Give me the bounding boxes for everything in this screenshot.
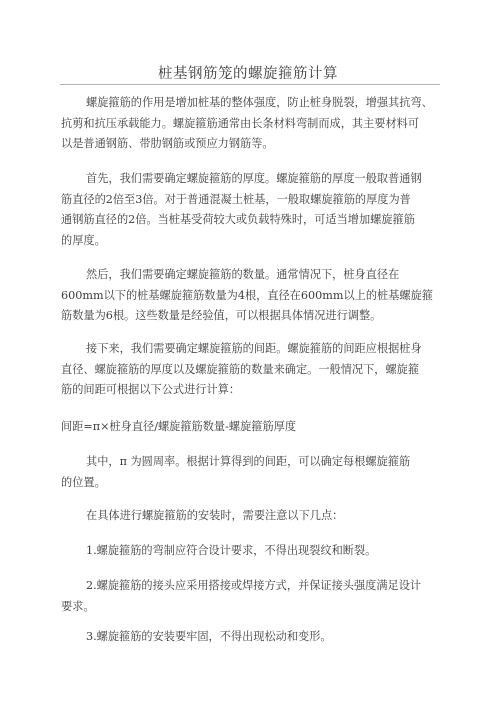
text-line: 筋数量为6根。这些数量是经验值，可以根据具体情况进行调整。 bbox=[61, 309, 382, 322]
paragraph-pi-note bbox=[61, 452, 451, 493]
list-item-1 bbox=[61, 541, 451, 562]
text-line: 螺旋箍筋的作用是增加桩基的整体强度，防止桩身脱裂，增强其抗弯、 bbox=[86, 96, 433, 109]
text-line: 筋的间距可根据以下公式进行计算： bbox=[61, 383, 241, 396]
formula-line bbox=[61, 417, 451, 438]
text-line: 在具体进行螺旋箍筋的安装时，需要注意以下几点： bbox=[86, 509, 344, 522]
text-line: 筋直径的2倍至3倍。对于普通混凝土桩基，一般取螺旋箍筋的厚度为普 bbox=[61, 192, 411, 206]
text-line: 首先，我们需要确定螺旋箍筋的厚度。螺旋箍筋的厚度一般取普通钢 bbox=[86, 172, 422, 185]
title-divider bbox=[60, 84, 440, 85]
text-line: 直径、螺旋箍筋的厚度以及螺旋箍筋的数量来确定。一般情况下，螺旋箍 bbox=[61, 362, 420, 376]
paragraph-install-intro bbox=[61, 506, 451, 527]
formula-text: 间距=π×桩身直径/螺旋箍筋数量-螺旋箍筋厚度 bbox=[61, 420, 297, 433]
list-item-3 bbox=[61, 627, 451, 648]
text-line: 的位置。 bbox=[61, 475, 106, 489]
document-title: 桩基钢筋笼的螺旋箍筋计算 bbox=[158, 66, 338, 82]
text-line: 的厚度。 bbox=[61, 233, 106, 247]
text-line: 通钢筋直径的2倍。当桩基受荷较大或负载特殊时，可适当增加螺旋箍筋 bbox=[61, 213, 415, 226]
list-item-2 bbox=[61, 576, 451, 617]
text-line: 600mm以下的桩基螺旋箍筋数量为4根，直径在600mm以上的桩基螺旋箍 bbox=[61, 288, 433, 302]
text-line: 要求。 bbox=[61, 599, 95, 613]
text-line: 1.螺旋箍筋的弯制应符合设计要求，不得出现裂纹和断裂。 bbox=[86, 544, 377, 557]
text-line: 接下来，我们需要确定螺旋箍筋的间距。螺旋箍筋的间距应根据桩身 bbox=[86, 342, 422, 355]
text-line: 以是普通钢筋、带肋钢筋或预应力钢筋等。 bbox=[61, 137, 274, 150]
paragraph-spacing bbox=[61, 339, 451, 401]
paragraph-quantity bbox=[61, 265, 451, 327]
text-line: 抗剪和抗压承载能力。螺旋箍筋通常由长条材料弯制而成，其主要材料可 bbox=[61, 116, 420, 130]
text-line: 2.螺旋箍筋的接头应采用搭接或焊接方式，并保证接头强度满足设计 bbox=[86, 579, 422, 592]
paragraph-purpose bbox=[61, 93, 451, 155]
text-line: 3.螺旋箍筋的安装要牢固，不得出现松动和变形。 bbox=[86, 630, 332, 643]
paragraph-thickness bbox=[61, 169, 451, 251]
text-line: 然后，我们需要确定螺旋箍筋的数量。通常情况下，桩身直径在 bbox=[86, 268, 400, 281]
text-line: 其中，π 为圆周率。根据计算得到的间距，可以确定每根螺旋箍筋 bbox=[86, 455, 411, 468]
